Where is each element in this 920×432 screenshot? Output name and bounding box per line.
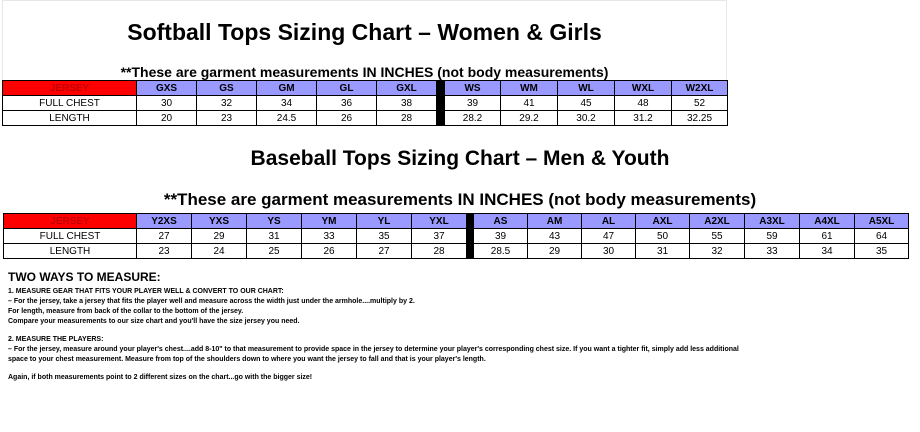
table-cell: 28 <box>412 244 467 259</box>
table-row <box>3 111 728 126</box>
table-cell: 29 <box>192 229 247 244</box>
column-divider <box>437 111 445 126</box>
table-cell: 26 <box>302 244 357 259</box>
baseball-header-row <box>4 214 909 229</box>
table-cell: 36 <box>317 96 377 111</box>
header-cell: AL <box>582 214 636 229</box>
measure-instructions <box>8 270 913 383</box>
table-cell: 37 <box>412 229 467 244</box>
baseball-table <box>3 213 909 259</box>
column-divider <box>467 244 474 259</box>
table-cell: 38 <box>377 96 437 111</box>
header-cell: A5XL <box>855 214 909 229</box>
table-cell: 30 <box>582 244 636 259</box>
table-cell: 34 <box>257 96 317 111</box>
instructions-heading: TWO WAYS TO MEASURE: <box>8 270 161 284</box>
header-cell: YS <box>247 214 302 229</box>
header-cell: GXL <box>377 81 437 96</box>
table-cell: 64 <box>855 229 909 244</box>
table-cell: 29 <box>528 244 582 259</box>
softball-title: Softball Tops Sizing Chart – Women & Girls <box>2 0 727 63</box>
row-label: FULL CHEST <box>3 96 137 111</box>
table-cell: 32 <box>690 244 745 259</box>
table-cell: 32 <box>197 96 257 111</box>
table-cell: 24.5 <box>257 111 317 126</box>
softball-chart <box>2 0 727 126</box>
header-cell: GS <box>197 81 257 96</box>
header-cell: A3XL <box>745 214 800 229</box>
header-cell: Y2XS <box>137 214 192 229</box>
instruction-line: For length, measure from back of the collar to the bottom of the jersey. <box>8 308 244 315</box>
header-cell: W2XL <box>672 81 728 96</box>
softball-table <box>2 80 728 126</box>
table-cell: 33 <box>302 229 357 244</box>
header-cell: JERSEY <box>4 214 137 229</box>
row-label: LENGTH <box>3 111 137 126</box>
header-cell: A2XL <box>690 214 745 229</box>
table-cell: 35 <box>357 229 412 244</box>
row-label: FULL CHEST <box>4 229 137 244</box>
header-cell: WS <box>445 81 501 96</box>
table-cell: 31 <box>636 244 690 259</box>
table-cell: 26 <box>317 111 377 126</box>
table-cell: 23 <box>197 111 257 126</box>
table-cell: 28.2 <box>445 111 501 126</box>
table-cell: 50 <box>636 229 690 244</box>
table-cell: 59 <box>745 229 800 244</box>
instruction-line: – For the jersey, measure around your player's chest....add 8-10" to that measurement to provide space in the jersey to determine your player's corresponding chest size. If you want a tighter fit, simply add less additional <box>8 346 739 353</box>
instruction-line: space to your chest measurement. Measure from top of the shoulders down to where you want the jersey to fall and that is your player's length. <box>8 356 486 363</box>
table-cell: 39 <box>474 229 528 244</box>
table-cell: 41 <box>501 96 558 111</box>
table-row <box>4 244 909 259</box>
table-cell: 28.5 <box>474 244 528 259</box>
table-cell: 31 <box>247 229 302 244</box>
table-cell: 35 <box>855 244 909 259</box>
table-cell: 45 <box>558 96 615 111</box>
baseball-title: Baseball Tops Sizing Chart – Men & Youth <box>250 147 670 170</box>
header-cell: GXS <box>137 81 197 96</box>
header-cell: GM <box>257 81 317 96</box>
table-cell: 47 <box>582 229 636 244</box>
instruction-line: – For the jersey, take a jersey that fits the player well and measure across the width just under the armhole....multiply by 2. <box>8 298 415 305</box>
header-cell: WXL <box>615 81 672 96</box>
baseball-subtitle: **These are garment measurements IN INCHES (not body measurements) <box>163 190 757 209</box>
table-cell: 31.2 <box>615 111 672 126</box>
table-row <box>4 229 909 244</box>
header-cell: YXL <box>412 214 467 229</box>
header-cell: YXS <box>192 214 247 229</box>
spacer <box>8 327 913 335</box>
instruction-line: 1. MEASURE GEAR THAT FITS YOUR PLAYER WELL & CONVERT TO OUR CHART: <box>8 288 284 295</box>
header-cell: GL <box>317 81 377 96</box>
table-cell: 24 <box>192 244 247 259</box>
column-divider <box>467 214 474 229</box>
column-divider <box>467 229 474 244</box>
table-cell: 30 <box>137 96 197 111</box>
table-cell: 32.25 <box>672 111 728 126</box>
table-cell: 25 <box>247 244 302 259</box>
header-cell: YL <box>357 214 412 229</box>
header-cell: WM <box>501 81 558 96</box>
header-cell: A4XL <box>800 214 855 229</box>
table-cell: 28 <box>377 111 437 126</box>
softball-header-row <box>3 81 728 96</box>
softball-subtitle: **These are garment measurements IN INCHES (not body measurements) <box>2 63 727 80</box>
row-label: LENGTH <box>4 244 137 259</box>
table-cell: 34 <box>800 244 855 259</box>
header-cell: AS <box>474 214 528 229</box>
instruction-line: 2. MEASURE THE PLAYERS: <box>8 336 104 343</box>
instruction-line: Compare your measurements to our size chart and you'll have the size jersey you need. <box>8 318 300 325</box>
header-cell: WL <box>558 81 615 96</box>
table-cell: 39 <box>445 96 501 111</box>
table-cell: 27 <box>137 229 192 244</box>
table-cell: 20 <box>137 111 197 126</box>
table-cell: 23 <box>137 244 192 259</box>
table-cell: 43 <box>528 229 582 244</box>
table-cell: 61 <box>800 229 855 244</box>
header-cell: JERSEY <box>3 81 137 96</box>
table-cell: 55 <box>690 229 745 244</box>
column-divider <box>437 81 445 96</box>
spacer <box>8 365 913 373</box>
header-cell: AM <box>528 214 582 229</box>
table-row <box>3 96 728 111</box>
column-divider <box>437 96 445 111</box>
header-cell: YM <box>302 214 357 229</box>
table-cell: 48 <box>615 96 672 111</box>
table-cell: 27 <box>357 244 412 259</box>
table-cell: 29.2 <box>501 111 558 126</box>
table-cell: 52 <box>672 96 728 111</box>
header-cell: AXL <box>636 214 690 229</box>
table-cell: 30.2 <box>558 111 615 126</box>
instruction-line: Again, if both measurements point to 2 different sizes on the chart...go with the bigger size! <box>8 374 313 381</box>
table-cell: 33 <box>745 244 800 259</box>
